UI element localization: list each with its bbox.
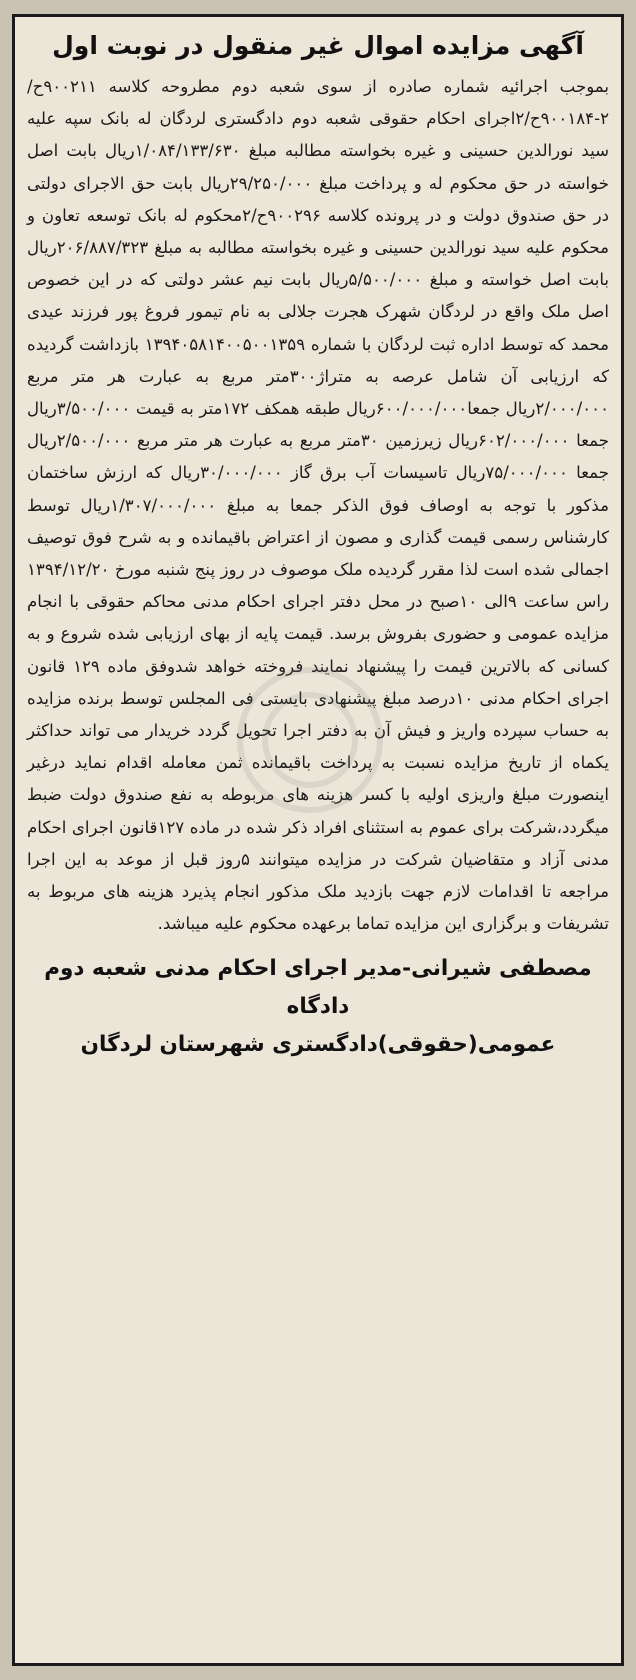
- signature-block: [27, 950, 609, 1064]
- signature-line-2: عمومی(حقوقی)دادگستری شهرستان لردگان: [80, 1032, 556, 1058]
- notice-body: بموجب اجرائیه شماره صادره از سوی شعبه دوم مطروحه کلاسه ۹۰۰۲۱۱ح/۲-۹۰۰۱۸۴ح/۲اجرای احکام حقوقی شعبه دوم دادگستری لردگان له بانک سپه علیه سید نورالدین حسینی و غیره بخواسته مطالبه مبلغ ۱/۰۸۴/۱۳۳/۶۳۰ریال بابت اصل خواسته در حق محکوم له و پرداخت مبلغ ۲۹/۲۵۰/۰۰۰ریال بابت حق الاجرای دولتی در حق صندوق دولت و در پرونده کلاسه ۹۰۰۲۹۶ح/۲محکوم له بانک توسعه تعاون و محکوم علیه سید نورالدین حسینی و غیره بخواسته مطالبه به مبلغ ۲۰۶/۸۸۷/۳۲۳ریال بابت اصل خواسته و مبلغ ۵/۵۰۰/۰۰۰ریال بابت نیم عشر دولتی که در این خصوص اصل ملک واقع در لردگان شهرک هجرت جلالی به نام تیمور فروغ پور فرزند عیدی محمد که توسط اداره ثبت لردگان با شماره ۱۳۹۴۰۵۸۱۴۰۰۵۰۰۱۳۵۹ بازداشت گردیده که ارزیابی آن شامل عرصه به متراژ۳۰۰متر مربع به عبارت هر متر مربع ۲/۰۰۰/۰۰۰ریال جمعا۶۰۰/۰۰۰/۰۰۰ریال طبقه همکف ۱۷۲متر به قیمت ۳/۵۰۰/۰۰۰ریال جمعا ۶۰۲/۰۰۰/۰۰۰ریال زیرزمین ۳۰متر مربع به عبارت هر متر مربع ۲/۵۰۰/۰۰۰ریال جمعا ۷۵/۰۰۰/۰۰۰ریال تاسیسات آب برق گاز ۳۰/۰۰۰/۰۰۰ریال که ارزش ساختمان مذکور با توجه به اوصاف فوق الذکر جمعا به مبلغ ۱/۳۰۷/۰۰۰/۰۰۰ریال توسط کارشناس رسمی قیمت گذاری و مصون از اعتراض باقیمانده و به شرح فوق توصیف اجمالی شده است لذا مقرر گردیده ملک موصوف در روز پنج شنبه مورخ ۱۳۹۴/۱۲/۲۰ راس ساعت ۹الی ۱۰صبح در محل دفتر اجرای احکام مدنی محاکم حقوقی با انجام مزایده عمومی و حضوری بفروش برسد. قیمت پایه از بهای ارزیابی شده شروع و به کسانی که بالاترین قیمت را پیشنهاد نمایند فروخته خواهد شدوفق ماده ۱۲۹ قانون اجرای احکام مدنی ۱۰درصد مبلغ پیشنهادی بایستی فی المجلس توسط برنده مزایده به حساب سپرده واریز و فیش آن به دفتر اجرا تحویل گردد خریدار می تواند حداکثر یکماه از تاریخ مزایده نسبت به پرداخت باقیمانده ثمن معامله اقدام نماید درغیر اینصورت مبلغ واریزی اولیه با کسر هزینه های مربوطه به نفع صندوق دولت ضبط میگردد،شرکت برای عموم به استثنای افراد ذکر شده در ماده ۱۲۷قانون اجرای احکام مدنی آزاد و متقاضیان شرکت در مزایده میتوانند ۵روز قبل از موعد به این اجرا مراجعه تا اقدامات لازم جهت بازدید ملک مذکور انجام پذیرد هزینه های مربوط به تشریفات و برگزاری این مزایده تماما برعهده محکوم علیه میباشد.: [27, 77, 610, 934]
- notice-title: آگهی مزایده اموال غیر منقول در نوبت اول: [52, 31, 584, 60]
- newspaper-notice: [12, 14, 624, 1666]
- signature-line-1: مصطفی شیرانی-مدیر اجرای احکام مدنی شعبه دوم دادگاه: [44, 956, 592, 1020]
